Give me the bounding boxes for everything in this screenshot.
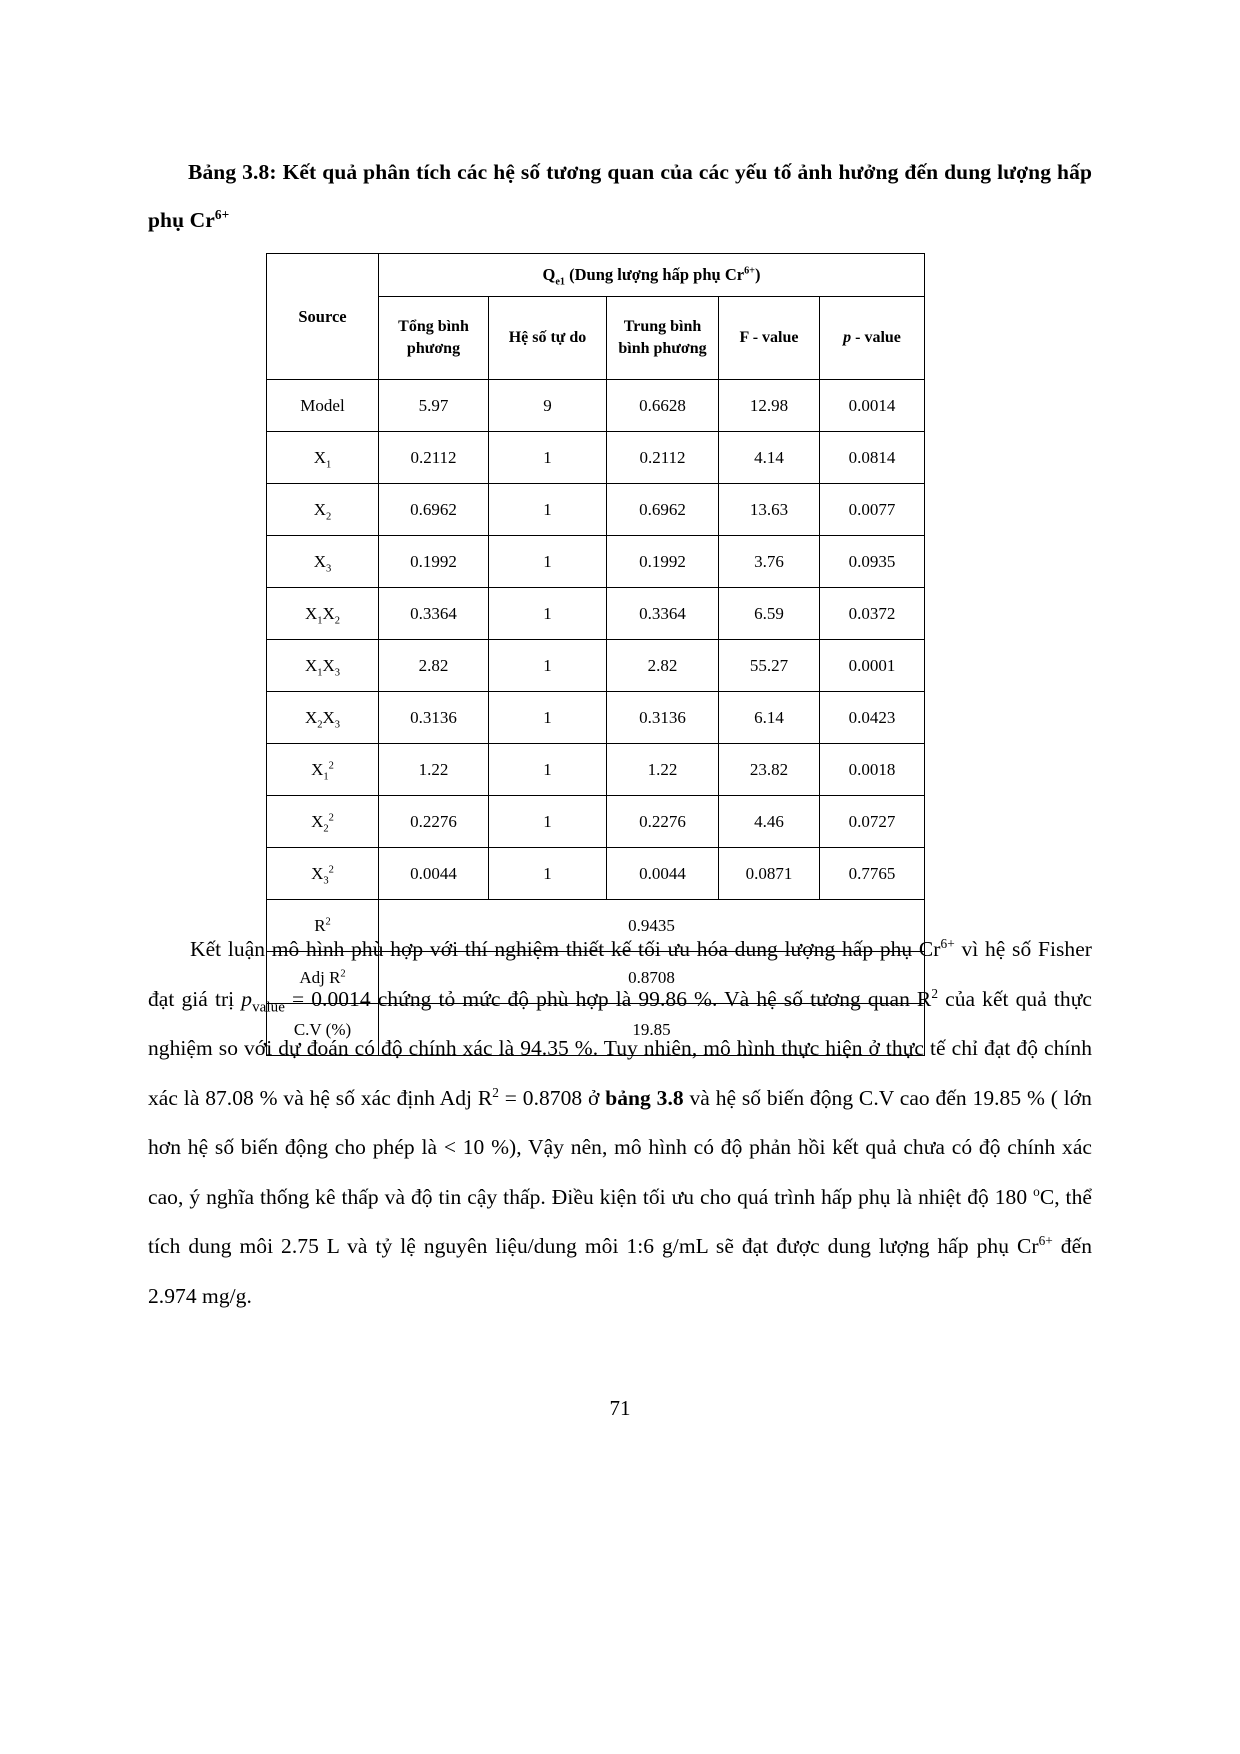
cell-p-value: 0.0018: [820, 744, 925, 796]
cell-he-so-tu-do: 1: [489, 640, 607, 692]
paragraph-seg4: của kết quả thực nghiệm so với dự đoán có độ chính xác là 94.35 %. Tuy nhiên, mô hình thực hiện ở thực tế chỉ đạt độ chính xác là 87.08 % và hệ số xác định Adj R: [148, 986, 1093, 1110]
row-label-subscript: 1: [317, 666, 323, 678]
table-row: [267, 432, 925, 484]
caption-prefix: Bảng 3.8:: [188, 160, 277, 184]
qe1-sup: 6+: [744, 265, 755, 277]
cell-he-so-tu-do: 1: [489, 536, 607, 588]
paragraph-sup2: 2: [931, 985, 939, 1001]
row-label-base: X: [313, 499, 326, 519]
cell-f-value: 23.82: [719, 744, 820, 796]
cell-p-value: 0.0077: [820, 484, 925, 536]
paragraph-seg9: đến 2.974 mg/g.: [148, 1234, 1092, 1308]
paragraph-seg1: Kết luận mô hình phù hợp với thí nghiệm thiết kế tối ưu hóa dung lượng hấp phụ Cr: [190, 937, 941, 961]
row-label-subscript: 3: [326, 562, 332, 574]
row-label-base: X: [313, 447, 326, 467]
cell-source: [267, 484, 379, 536]
table-row: [267, 640, 925, 692]
paragraph-seg5: = 0.8708 ở: [498, 1085, 606, 1110]
cell-p-value: 0.0727: [820, 796, 925, 848]
cell-he-so-tu-do: 1: [489, 484, 607, 536]
row-label-superscript: 2: [328, 863, 334, 875]
caption-text: Kết quả phân tích các hệ số tương quan của các yếu tố ảnh hưởng đến dung lượng hấp phụ Cr: [148, 160, 1093, 232]
cell-f-value: 4.46: [719, 796, 820, 848]
cell-p-value: 0.0423: [820, 692, 925, 744]
cell-source: [267, 640, 379, 692]
cell-trung-binh-binh-phuong: 0.2112: [607, 432, 719, 484]
row-label-subscript: 2: [317, 718, 323, 730]
row-label-base: X: [313, 551, 326, 571]
cell-trung-binh-binh-phuong: 1.22: [607, 744, 719, 796]
paragraph-sup1: 6+: [940, 935, 955, 951]
row-label-subscript: 2: [323, 822, 329, 834]
column-header-trung-binh-binh-phuong: Trung bình bình phương: [607, 297, 719, 380]
cell-source: [267, 432, 379, 484]
row-label-subscript: 1: [317, 614, 323, 626]
cell-f-value: 4.14: [719, 432, 820, 484]
cell-p-value: 0.7765: [820, 848, 925, 900]
qe1-rest-open: (Dung lượng hấp phụ Cr: [565, 265, 745, 284]
cell-source: [267, 536, 379, 588]
row-label-base2: X: [322, 707, 335, 727]
cell-trung-binh-binh-phuong: 0.6628: [607, 380, 719, 432]
cell-summary-value: 0.8708: [379, 952, 925, 1004]
cell-f-value: 6.59: [719, 588, 820, 640]
table-row: [267, 536, 925, 588]
row-label-subscript2: 3: [334, 666, 341, 678]
row-label-base: X: [311, 759, 324, 779]
cell-f-value: 6.14: [719, 692, 820, 744]
row-label-superscript: 2: [328, 811, 334, 823]
row-label-subscript: 1: [323, 770, 329, 782]
column-header-group-qe1: [379, 254, 925, 297]
cell-p-value: 0.0001: [820, 640, 925, 692]
cell-he-so-tu-do: 1: [489, 692, 607, 744]
cell-source: [267, 848, 379, 900]
cell-trung-binh-binh-phuong: 0.3364: [607, 588, 719, 640]
cell-trung-binh-binh-phuong: 2.82: [607, 640, 719, 692]
qe1-base: Q: [542, 265, 556, 284]
paragraph-seg6: và hệ số biến động C.V cao đến 19.85 % ( lớn hơn hệ số biến động cho phép là < 10 %), Vậy nên, mô hình có độ phản hồi kết quả chưa có độ chính xác cao, ý nghĩa thống kê thấp và độ tin cậy thấp. Điều kiện tối ưu cho quá trình hấp phụ là nhiệt độ 180: [148, 1085, 1092, 1209]
cell-summary-value: 19.85: [379, 1004, 925, 1056]
table-row: [267, 848, 925, 900]
qe1-sub: e1: [555, 276, 565, 288]
cell-tong-binh-phuong: 2.82: [379, 640, 489, 692]
cell-trung-binh-binh-phuong: 0.1992: [607, 536, 719, 588]
cell-summary-value: 0.9435: [379, 900, 925, 952]
cell-source: [267, 588, 379, 640]
cell-tong-binh-phuong: 0.2276: [379, 796, 489, 848]
cell-tong-binh-phuong: 0.6962: [379, 484, 489, 536]
paragraph-sup4: 6+: [1038, 1232, 1053, 1248]
row-label-base: X: [304, 655, 318, 675]
p-value-rest: - value: [851, 329, 901, 346]
cell-tong-binh-phuong: 1.22: [379, 744, 489, 796]
row-label-subscript: 2: [326, 510, 332, 522]
table-row: [267, 588, 925, 640]
paragraph-p-italic: p: [241, 986, 253, 1011]
row-label-subscript2: 3: [334, 718, 341, 730]
cell-p-value: 0.0814: [820, 432, 925, 484]
row-label-base: X: [304, 603, 318, 623]
cell-trung-binh-binh-phuong: 0.6962: [607, 484, 719, 536]
row-label-base2: X: [322, 655, 335, 675]
summary-label-superscript: 2: [340, 967, 346, 979]
row-label-base: X: [304, 707, 318, 727]
table-row: [267, 692, 925, 744]
row-label-base: X: [311, 811, 324, 831]
paragraph-seg8: C, thể tích dung môi 2.75 L và tỷ lệ nguyên liệu/dung môi 1:6 g/mL sẽ đạt được dung lượng hấp phụ Cr: [148, 1184, 1092, 1258]
paragraph-degree-symbol: o: [1033, 1183, 1040, 1199]
cell-source: [267, 380, 379, 432]
row-label-superscript: 2: [328, 759, 334, 771]
row-label-base: Model: [300, 395, 345, 415]
caption-superscript: 6+: [214, 206, 230, 222]
cell-f-value: 55.27: [719, 640, 820, 692]
cell-trung-binh-binh-phuong: 0.0044: [607, 848, 719, 900]
summary-label-superscript: 2: [325, 915, 331, 927]
paragraph-seg2: vì hệ số Fisher đạt giá trị: [148, 937, 1093, 1011]
cell-tong-binh-phuong: 5.97: [379, 380, 489, 432]
row-label-base2: X: [322, 603, 335, 623]
cell-tong-binh-phuong: 0.0044: [379, 848, 489, 900]
table-row: [267, 484, 925, 536]
table-head: [267, 254, 925, 380]
table-row: [267, 796, 925, 848]
cell-tong-binh-phuong: 0.3364: [379, 588, 489, 640]
cell-tong-binh-phuong: 0.3136: [379, 692, 489, 744]
column-header-source: Source: [267, 254, 379, 380]
column-header-he-so-tu-do: Hệ số tự do: [489, 297, 607, 380]
cell-tong-binh-phuong: 0.2112: [379, 432, 489, 484]
cell-f-value: 3.76: [719, 536, 820, 588]
cell-trung-binh-binh-phuong: 0.3136: [607, 692, 719, 744]
cell-f-value: 13.63: [719, 484, 820, 536]
cell-he-so-tu-do: 1: [489, 744, 607, 796]
summary-label-base: C.V (%): [293, 1019, 352, 1039]
cell-he-so-tu-do: 1: [489, 432, 607, 484]
row-label-subscript: 1: [326, 458, 332, 470]
cell-p-value: 0.0372: [820, 588, 925, 640]
row-label-subscript: 3: [323, 874, 329, 886]
cell-he-so-tu-do: 1: [489, 588, 607, 640]
cell-he-so-tu-do: 9: [489, 380, 607, 432]
paragraph-sup3: 2: [492, 1084, 499, 1100]
table-row: [267, 380, 925, 432]
row-label-base: X: [311, 863, 324, 883]
cell-source: [267, 744, 379, 796]
cell-f-value: 0.0871: [719, 848, 820, 900]
body-paragraph: [148, 925, 1092, 1321]
cell-tong-binh-phuong: 0.1992: [379, 536, 489, 588]
cell-trung-binh-binh-phuong: 0.2276: [607, 796, 719, 848]
cell-source: [267, 692, 379, 744]
table-header-row-group: [267, 254, 925, 297]
paragraph-bold-table-ref: bảng 3.8: [605, 1085, 684, 1110]
cell-p-value: 0.0014: [820, 380, 925, 432]
summary-label-base: Adj R: [299, 967, 341, 987]
cell-source: [267, 796, 379, 848]
cell-p-value: 0.0935: [820, 536, 925, 588]
column-header-p-value: [820, 297, 925, 380]
page-number: 71: [609, 1396, 631, 1420]
column-header-tong-binh-phuong: Tổng bình phương: [379, 297, 489, 380]
p-value-italic: p: [843, 329, 852, 346]
cell-he-so-tu-do: 1: [489, 848, 607, 900]
row-label-subscript2: 2: [334, 614, 341, 626]
qe1-rest-close: ): [755, 265, 761, 284]
paragraph-p-subscript: value: [252, 998, 285, 1015]
table-row: [267, 744, 925, 796]
table-caption: [148, 148, 1092, 244]
paragraph-seg3: = 0.0014 chứng tỏ mức độ phù hợp là 99.86 %. Và hệ số tương quan R: [284, 986, 932, 1011]
cell-f-value: 12.98: [719, 380, 820, 432]
summary-label-base: R: [314, 915, 326, 935]
cell-he-so-tu-do: 1: [489, 796, 607, 848]
column-header-f-value: F - value: [719, 297, 820, 380]
